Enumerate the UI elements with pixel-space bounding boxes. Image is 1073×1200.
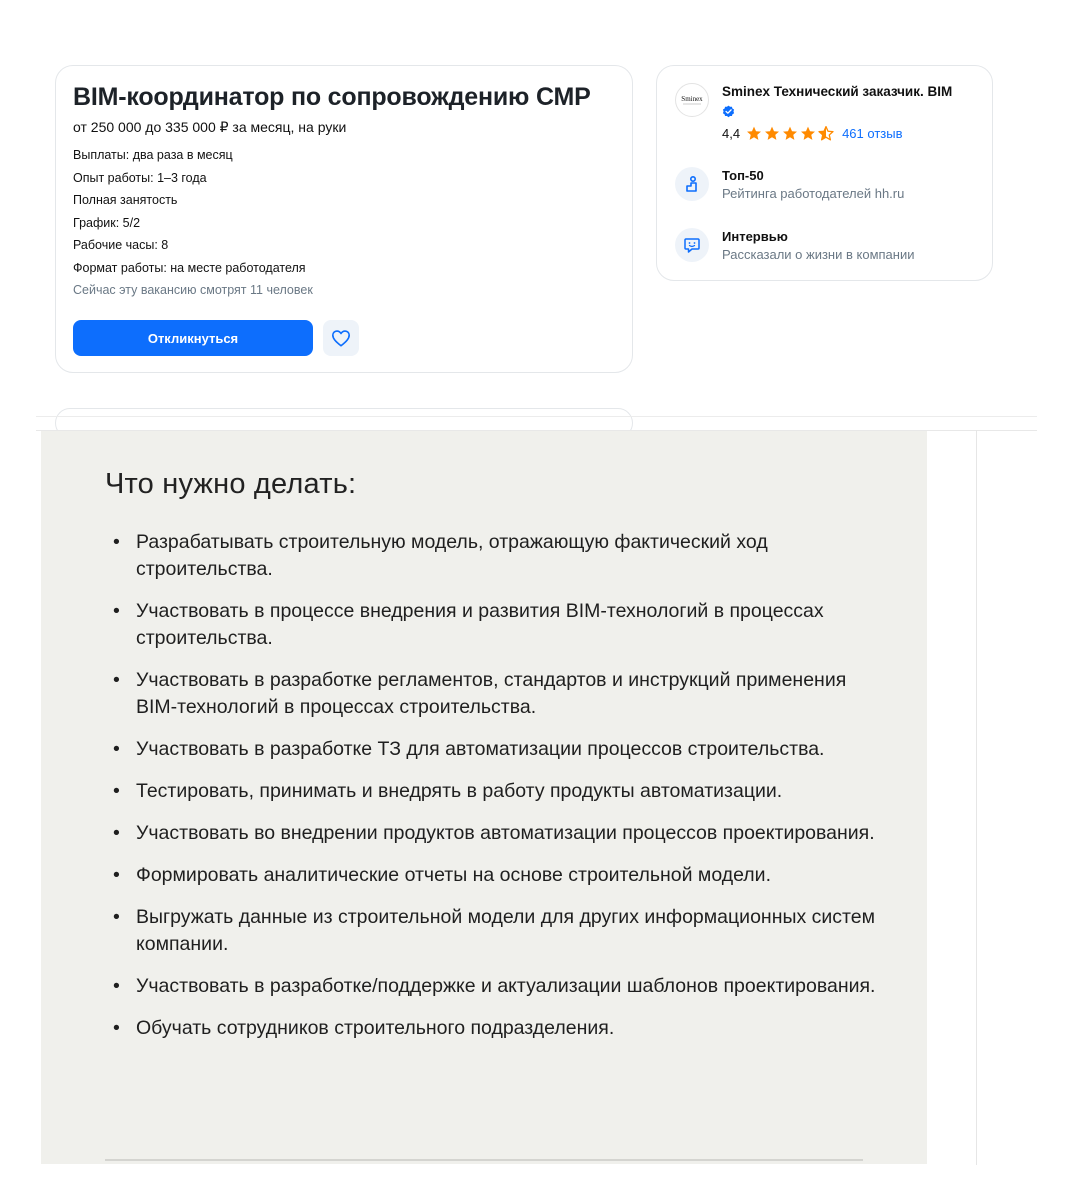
company-name[interactable]: Sminex Технический заказчик. BIM	[722, 84, 953, 99]
ranking-icon	[675, 167, 709, 201]
employer-card	[656, 65, 993, 281]
badge-subtitle-top50: Рейтинга работодателей hh.ru	[722, 186, 905, 201]
divider	[36, 416, 1037, 417]
list-item: • Участвовать в разработке регламентов, стандартов и инструкций применения BIM-технологий в процессах строительства.	[113, 667, 883, 721]
star-icon	[800, 126, 816, 141]
vacancy-title: BIM-координатор по сопровождению СМР	[73, 83, 591, 111]
list-item: • Участвовать в разработке ТЗ для автоматизации процессов строительства.	[113, 736, 883, 763]
viewers-count: Сейчас эту вакансию смотрят 11 человек	[73, 283, 313, 297]
badge-top50[interactable]	[675, 167, 904, 204]
vacancy-actions	[73, 320, 359, 356]
list-item: • Участвовать в разработке/поддержке и актуализации шаблонов проектирования.	[113, 973, 883, 1000]
chat-icon	[675, 228, 709, 262]
badge-subtitle-interview: Рассказали о жизни в компании	[722, 247, 915, 262]
vacancy-card	[55, 65, 633, 373]
divider	[105, 1159, 863, 1161]
rating-row	[722, 126, 903, 141]
fact-employment: Полная занятость	[73, 193, 178, 207]
vertical-divider	[976, 430, 977, 1165]
fact-work-format: Формат работы: на месте работодателя	[73, 260, 306, 275]
logo-text: Sminex	[681, 95, 703, 103]
heart-icon	[331, 329, 351, 347]
list-item: • Тестировать, принимать и внедрять в работу продукты автоматизации.	[113, 778, 883, 805]
list-item: • Разрабатывать строительную модель, отражающую фактический ход строительства.	[113, 529, 883, 583]
description-panel	[41, 431, 927, 1164]
badge-interview[interactable]	[675, 228, 914, 265]
list-item: • Участвовать в процессе внедрения и развития BIM-технологий в процессах строительства.	[113, 598, 883, 652]
verified-icon	[722, 105, 735, 123]
star-icon	[764, 126, 780, 141]
company-logo-mark	[676, 84, 708, 116]
apply-button[interactable]: Откликнуться	[73, 320, 313, 356]
star-icon	[782, 126, 798, 141]
list-item: • Формировать аналитические отчеты на основе строительной модели.	[113, 862, 883, 889]
star-icon	[746, 126, 762, 141]
company-logo[interactable]	[675, 83, 709, 117]
fact-payments: Выплаты: два раза в месяц	[73, 148, 233, 162]
list-item: • Выгружать данные из строительной модели для других информационных систем компании.	[113, 904, 883, 958]
salary: от 250 000 до 335 000 ₽ за месяц, на руки	[73, 119, 347, 135]
list-item: • Участвовать во внедрении продуктов автоматизации процессов проектирования.	[113, 820, 883, 847]
fact-experience: Опыт работы: 1–3 года	[73, 170, 207, 185]
vacancy-facts	[73, 144, 632, 301]
badge-title-top50: Топ-50	[722, 168, 764, 183]
duties-list	[113, 529, 883, 1057]
reviews-link[interactable]: 461 отзыв	[842, 126, 903, 141]
badge-title-interview: Интервью	[722, 229, 788, 244]
half-star-icon	[818, 126, 834, 141]
description-heading: Что нужно делать:	[105, 468, 357, 500]
rating-stars	[746, 126, 834, 141]
fact-hours: Рабочие часы: 8	[73, 238, 169, 252]
rating-value: 4,4	[722, 126, 741, 141]
fact-schedule: График: 5/2	[73, 215, 141, 230]
list-item: • Обучать сотрудников строительного подразделения.	[113, 1015, 883, 1042]
favorite-button[interactable]	[323, 320, 359, 356]
